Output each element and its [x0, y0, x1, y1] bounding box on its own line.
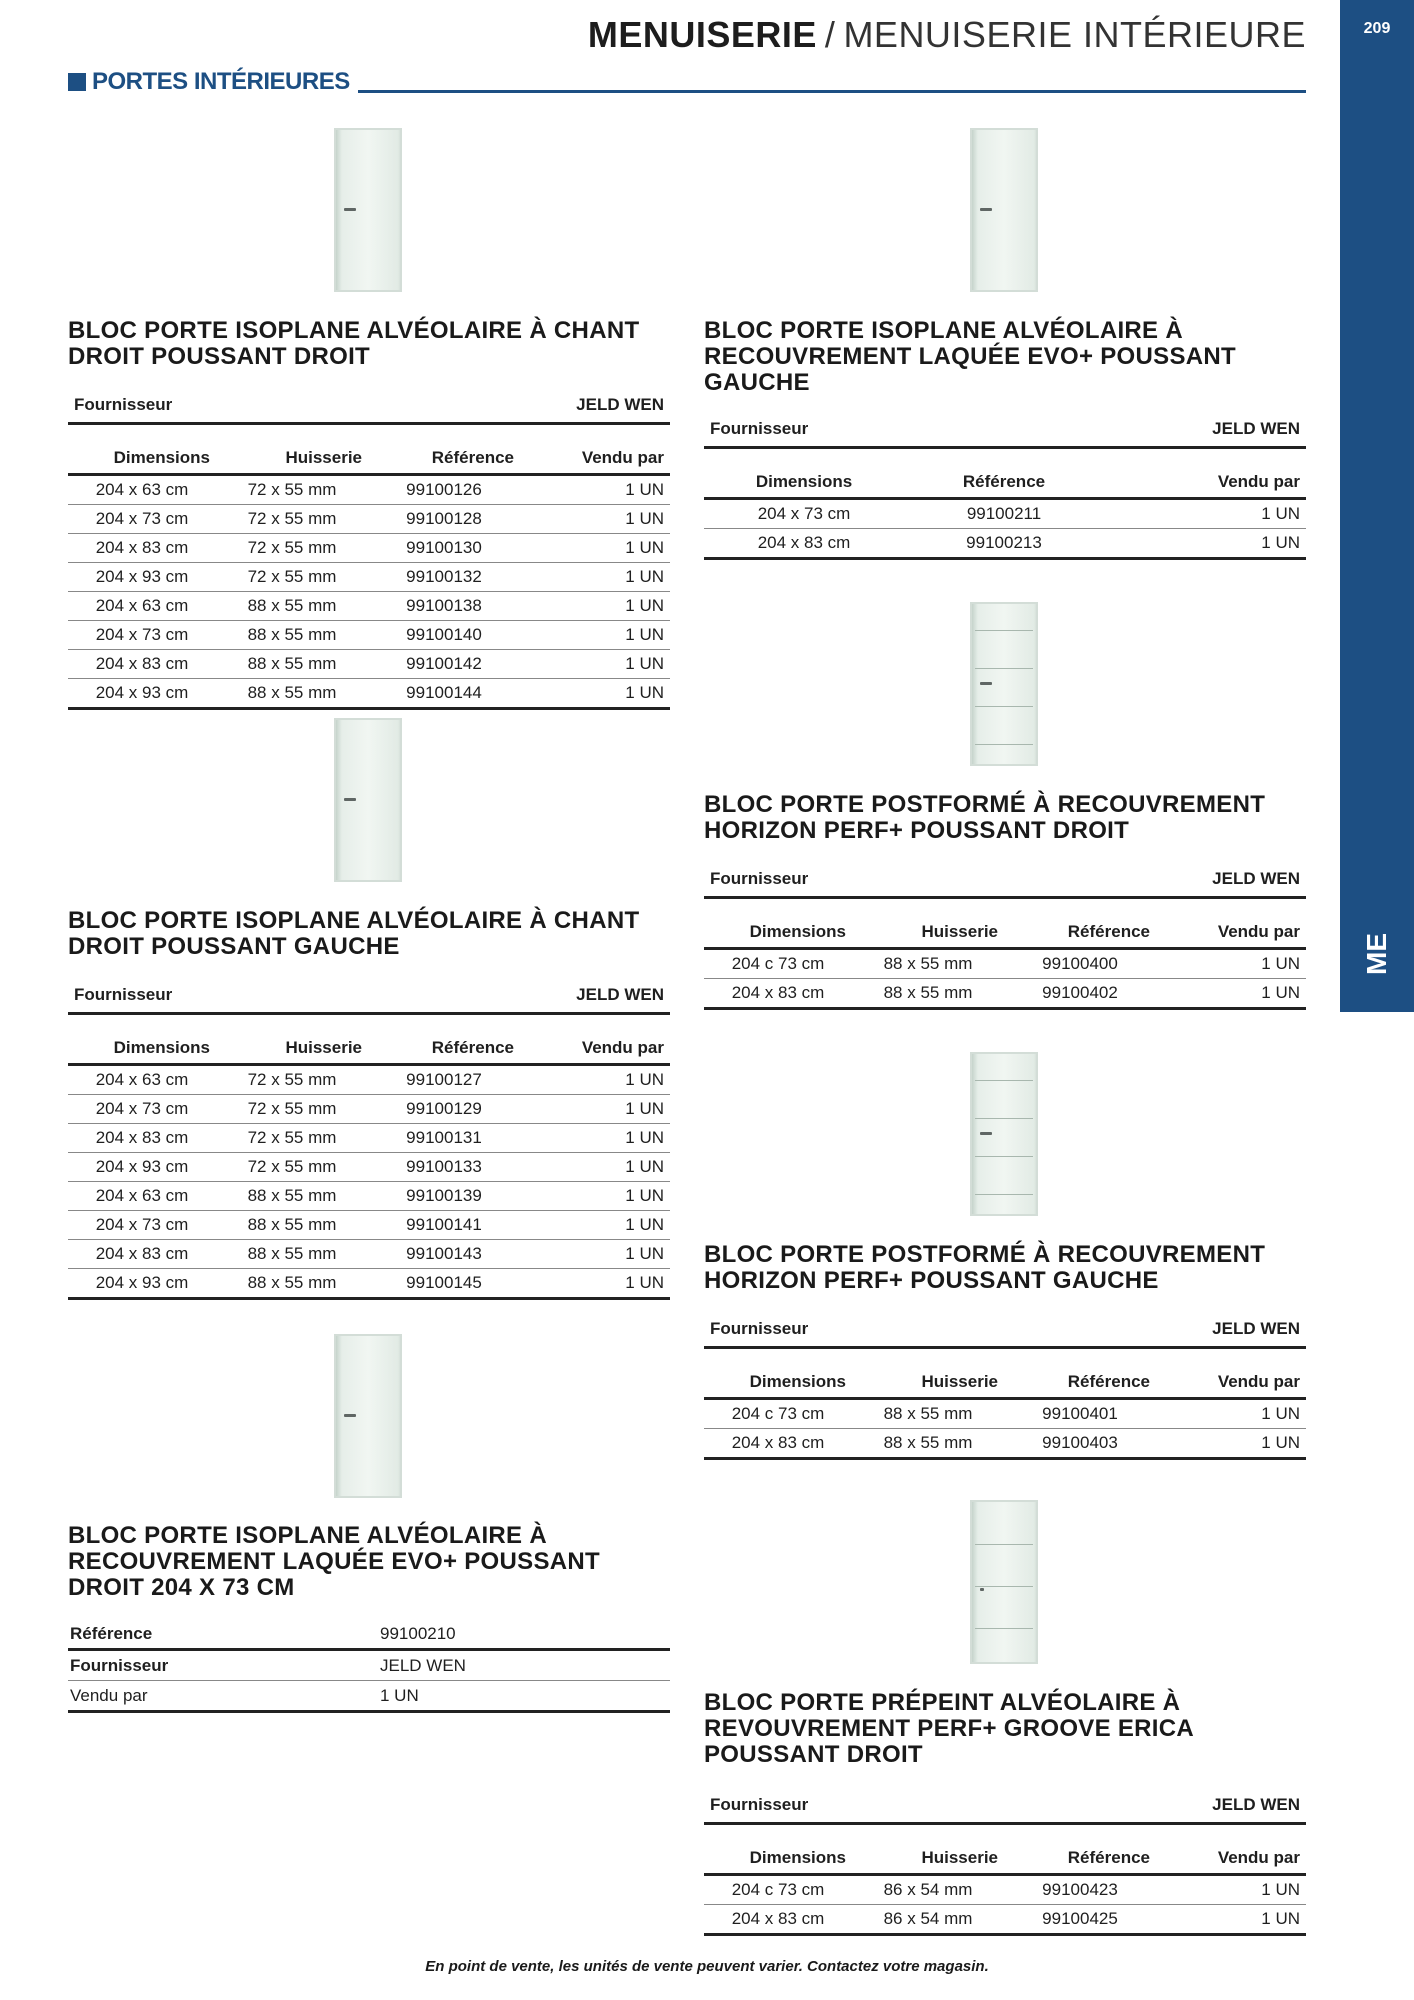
table-row: [68, 1065, 670, 1095]
cell-dimensions: 204 x 73 cm: [68, 1095, 216, 1124]
door-groove: [975, 630, 1033, 631]
cell-vendu: 1 UN: [520, 1153, 670, 1182]
table-row: [68, 1269, 670, 1299]
title-line: DROIT POUSSANT DROIT: [68, 343, 371, 370]
column-header: Huisserie: [852, 917, 1004, 949]
table-row: [68, 1240, 670, 1269]
cell-vendu: 1 UN: [520, 1211, 670, 1240]
cell-reference: 99100425: [1004, 1905, 1156, 1935]
side-tab: [1340, 0, 1414, 1012]
title-line: GAUCHE: [704, 369, 810, 396]
cell-vendu: 1 UN: [1156, 1429, 1306, 1459]
product-title-5: [704, 792, 1265, 844]
cell-huisserie: 88 x 55 mm: [216, 592, 368, 621]
cell-vendu: 1 UN: [1104, 529, 1306, 559]
table-row: [68, 1095, 670, 1124]
spec-value: 99100210: [378, 1619, 670, 1650]
table-row: [704, 1875, 1306, 1905]
cell-huisserie: 88 x 55 mm: [216, 1269, 368, 1299]
table-row: [68, 679, 670, 709]
door-handle-icon: [980, 1588, 984, 1591]
cell-dimensions: 204 x 63 cm: [68, 592, 216, 621]
door-image-3: [334, 1334, 402, 1498]
cell-vendu: 1 UN: [520, 592, 670, 621]
cell-vendu: 1 UN: [520, 475, 670, 505]
door-groove: [975, 744, 1033, 745]
door-handle-icon: [344, 1414, 356, 1417]
cell-reference: 99100128: [368, 505, 520, 534]
cell-huisserie: 72 x 55 mm: [216, 1153, 368, 1182]
cell-reference: 99100141: [368, 1211, 520, 1240]
cell-huisserie: 86 x 54 mm: [852, 1905, 1004, 1935]
door-handle-icon: [980, 208, 992, 211]
door-image-4: [970, 128, 1038, 292]
supplier-value: JELD WEN: [1104, 412, 1306, 448]
table-row: [68, 563, 670, 592]
product-title-7: [704, 1690, 1194, 1768]
cell-reference: 99100142: [368, 650, 520, 679]
supplier-label: Fournisseur: [704, 1312, 852, 1348]
cell-huisserie: 88 x 55 mm: [852, 1429, 1004, 1459]
header-sub: MENUISERIE INTÉRIEURE: [843, 14, 1306, 55]
title-line: BLOC PORTE PRÉPEINT ALVÉOLAIRE À: [704, 1689, 1181, 1716]
section-square-icon: [68, 73, 86, 91]
product-table-4: [704, 412, 1306, 560]
column-header: Dimensions: [704, 917, 852, 949]
column-header: Dimensions: [704, 1367, 852, 1399]
cell-reference: 99100403: [1004, 1429, 1156, 1459]
door-groove: [975, 1118, 1033, 1119]
door-handle-icon: [344, 798, 356, 801]
title-line: REVOUVREMENT PERF+ GROOVE ERICA: [704, 1715, 1195, 1742]
cell-dimensions: 204 x 83 cm: [68, 650, 216, 679]
product-title-6: [704, 1242, 1265, 1294]
supplier-value: JELD WEN: [520, 388, 670, 424]
product-table-1: [68, 388, 670, 710]
table-row: [68, 1182, 670, 1211]
column-header: Vendu par: [1156, 917, 1306, 949]
door-image-7: [970, 1500, 1038, 1664]
cell-dimensions: 204 x 73 cm: [68, 1211, 216, 1240]
column-header: Référence: [1004, 917, 1156, 949]
cell-reference: 99100138: [368, 592, 520, 621]
door-groove: [975, 1080, 1033, 1081]
door-groove: [975, 1586, 1033, 1587]
table-row: [704, 1429, 1306, 1459]
cell-huisserie: 86 x 54 mm: [852, 1875, 1004, 1905]
cell-reference: 99100401: [1004, 1399, 1156, 1429]
column-header: Vendu par: [1156, 1843, 1306, 1875]
table-row: [68, 505, 670, 534]
cell-vendu: 1 UN: [520, 650, 670, 679]
door-image-5: [970, 602, 1038, 766]
cell-dimensions: 204 x 83 cm: [704, 529, 904, 559]
cell-dimensions: 204 x 83 cm: [704, 1429, 852, 1459]
section-heading: [68, 68, 1306, 96]
supplier-label: Fournisseur: [704, 1788, 852, 1824]
door-handle-icon: [980, 682, 992, 685]
cell-dimensions: 204 x 73 cm: [704, 499, 904, 529]
column-header: Vendu par: [1104, 467, 1306, 499]
cell-vendu: 1 UN: [520, 534, 670, 563]
title-line: BLOC PORTE POSTFORMÉ À RECOUVREMENT: [704, 791, 1266, 818]
cell-vendu: 1 UN: [1156, 1399, 1306, 1429]
cell-dimensions: 204 x 83 cm: [68, 1124, 216, 1153]
section-divider: [358, 90, 1306, 93]
door-handle-icon: [344, 208, 356, 211]
cell-reference: 99100139: [368, 1182, 520, 1211]
column-header: Dimensions: [704, 1843, 852, 1875]
door-image-1: [334, 128, 402, 292]
supplier-label: Fournisseur: [704, 412, 904, 448]
supplier-label: Fournisseur: [704, 862, 852, 898]
door-handle-icon: [980, 1132, 992, 1135]
column-header: Référence: [368, 443, 520, 475]
cell-vendu: 1 UN: [520, 679, 670, 709]
product-table-7: [704, 1788, 1306, 1936]
column-header: Référence: [1004, 1843, 1156, 1875]
title-line: RECOUVREMENT LAQUÉE EVO+ POUSSANT: [704, 343, 1236, 370]
table-row: [704, 949, 1306, 979]
supplier-value: JELD WEN: [1156, 862, 1306, 898]
cell-huisserie: 72 x 55 mm: [216, 475, 368, 505]
cell-reference: 99100126: [368, 475, 520, 505]
cell-huisserie: 88 x 55 mm: [216, 621, 368, 650]
column-header: Référence: [1004, 1367, 1156, 1399]
cell-vendu: 1 UN: [520, 1182, 670, 1211]
table-row: [68, 592, 670, 621]
cell-huisserie: 72 x 55 mm: [216, 1065, 368, 1095]
cell-vendu: 1 UN: [520, 563, 670, 592]
table-row: [68, 650, 670, 679]
table-row: [68, 1153, 670, 1182]
table-row: [704, 499, 1306, 529]
cell-dimensions: 204 x 83 cm: [704, 979, 852, 1009]
table-row: [68, 621, 670, 650]
title-line: BLOC PORTE POSTFORMÉ À RECOUVREMENT: [704, 1241, 1266, 1268]
table-row: [704, 1399, 1306, 1429]
cell-huisserie: 72 x 55 mm: [216, 1095, 368, 1124]
cell-huisserie: 88 x 55 mm: [852, 979, 1004, 1009]
product-title-1: [68, 318, 639, 370]
cell-vendu: 1 UN: [1156, 949, 1306, 979]
cell-reference: 99100400: [1004, 949, 1156, 979]
cell-dimensions: 204 x 93 cm: [68, 679, 216, 709]
cell-vendu: 1 UN: [520, 1240, 670, 1269]
column-header: Vendu par: [520, 443, 670, 475]
column-header: Huisserie: [852, 1843, 1004, 1875]
cell-vendu: 1 UN: [1156, 1875, 1306, 1905]
cell-huisserie: 88 x 55 mm: [852, 949, 1004, 979]
cell-dimensions: 204 x 93 cm: [68, 1153, 216, 1182]
cell-dimensions: 204 x 63 cm: [68, 1065, 216, 1095]
cell-huisserie: 88 x 55 mm: [216, 1182, 368, 1211]
title-line: BLOC PORTE ISOPLANE ALVÉOLAIRE À CHANT: [68, 907, 640, 934]
cell-huisserie: 72 x 55 mm: [216, 505, 368, 534]
spec-key: Fournisseur: [68, 1650, 378, 1681]
spec-row: [68, 1681, 670, 1712]
cell-vendu: 1 UN: [520, 1065, 670, 1095]
supplier-value: JELD WEN: [1156, 1312, 1306, 1348]
product-title-2: [68, 908, 639, 960]
spec-key: Vendu par: [68, 1681, 378, 1712]
title-line: HORIZON PERF+ POUSSANT DROIT: [704, 817, 1130, 844]
page-number: 209: [1363, 20, 1391, 37]
cell-vendu: 1 UN: [520, 505, 670, 534]
column-header: Huisserie: [216, 1033, 368, 1065]
column-header: Dimensions: [68, 1033, 216, 1065]
cell-dimensions: 204 x 63 cm: [68, 475, 216, 505]
cell-reference: 99100131: [368, 1124, 520, 1153]
title-line: DROIT 204 X 73 CM: [68, 1574, 295, 1601]
cell-reference: 99100211: [904, 499, 1104, 529]
cell-reference: 99100213: [904, 529, 1104, 559]
supplier-label: Fournisseur: [68, 978, 216, 1014]
table-row: [68, 1211, 670, 1240]
cell-vendu: 1 UN: [1104, 499, 1306, 529]
table-row: [68, 534, 670, 563]
spec-value: 1 UN: [378, 1681, 670, 1712]
title-line: POUSSANT DROIT: [704, 1741, 923, 1768]
table-row: [68, 475, 670, 505]
cell-reference: 99100145: [368, 1269, 520, 1299]
product-table-6: [704, 1312, 1306, 1460]
product-title-4: [704, 318, 1236, 396]
cell-vendu: 1 UN: [520, 1124, 670, 1153]
supplier-value: JELD WEN: [520, 978, 670, 1014]
title-line: HORIZON PERF+ POUSSANT GAUCHE: [704, 1267, 1159, 1294]
column-header: Huisserie: [852, 1367, 1004, 1399]
door-groove: [975, 1628, 1033, 1629]
spec-row: [68, 1619, 670, 1650]
table-row: [704, 1905, 1306, 1935]
cell-dimensions: 204 x 93 cm: [68, 1269, 216, 1299]
cell-dimensions: 204 x 73 cm: [68, 621, 216, 650]
supplier-label: Fournisseur: [68, 388, 216, 424]
door-image-6: [970, 1052, 1038, 1216]
cell-dimensions: 204 c 73 cm: [704, 1875, 852, 1905]
spec-key: Référence: [68, 1619, 378, 1650]
cell-reference: 99100140: [368, 621, 520, 650]
table-row: [704, 529, 1306, 559]
column-header: Référence: [368, 1033, 520, 1065]
cell-reference: 99100127: [368, 1065, 520, 1095]
title-line: BLOC PORTE ISOPLANE ALVÉOLAIRE À: [704, 317, 1183, 344]
supplier-value: JELD WEN: [1156, 1788, 1306, 1824]
title-line: BLOC PORTE ISOPLANE ALVÉOLAIRE À CHANT: [68, 317, 640, 344]
title-line: BLOC PORTE ISOPLANE ALVÉOLAIRE À: [68, 1522, 547, 1549]
column-header: Huisserie: [216, 443, 368, 475]
door-image-2: [334, 718, 402, 882]
product-spec-3: [68, 1619, 670, 1713]
product-table-2: [68, 978, 670, 1300]
cell-reference: 99100143: [368, 1240, 520, 1269]
cell-dimensions: 204 x 83 cm: [704, 1905, 852, 1935]
cell-vendu: 1 UN: [520, 621, 670, 650]
door-groove: [975, 706, 1033, 707]
cell-vendu: 1 UN: [520, 1095, 670, 1124]
page-header: [588, 14, 1306, 56]
footer-note: En point de vente, les unités de vente peuvent varier. Contactez votre magasin.: [425, 1958, 989, 1975]
cell-dimensions: 204 x 73 cm: [68, 505, 216, 534]
cell-vendu: 1 UN: [1156, 979, 1306, 1009]
cell-dimensions: 204 x 83 cm: [68, 1240, 216, 1269]
cell-dimensions: 204 x 93 cm: [68, 563, 216, 592]
cell-huisserie: 88 x 55 mm: [216, 679, 368, 709]
product-table-5: [704, 862, 1306, 1010]
column-header: Référence: [904, 467, 1104, 499]
cell-huisserie: 88 x 55 mm: [216, 1240, 368, 1269]
spec-row: [68, 1650, 670, 1681]
door-groove: [975, 1156, 1033, 1157]
cell-reference: 99100129: [368, 1095, 520, 1124]
cell-reference: 99100402: [1004, 979, 1156, 1009]
cell-huisserie: 72 x 55 mm: [216, 1124, 368, 1153]
cell-reference: 99100133: [368, 1153, 520, 1182]
section-title: PORTES INTÉRIEURES: [92, 68, 354, 96]
cell-reference: 99100423: [1004, 1875, 1156, 1905]
table-row: [704, 979, 1306, 1009]
column-header: Vendu par: [1156, 1367, 1306, 1399]
cell-vendu: 1 UN: [520, 1269, 670, 1299]
cell-reference: 99100132: [368, 563, 520, 592]
header-separator: /: [824, 14, 836, 55]
column-header: Vendu par: [520, 1033, 670, 1065]
tab-label: ME: [1361, 933, 1392, 975]
cell-dimensions: 204 c 73 cm: [704, 1399, 852, 1429]
cell-dimensions: 204 c 73 cm: [704, 949, 852, 979]
door-groove: [975, 1194, 1033, 1195]
door-groove: [975, 1544, 1033, 1545]
cell-reference: 99100130: [368, 534, 520, 563]
cell-reference: 99100144: [368, 679, 520, 709]
cell-dimensions: 204 x 83 cm: [68, 534, 216, 563]
header-main: MENUISERIE: [587, 14, 817, 55]
door-groove: [975, 668, 1033, 669]
title-line: DROIT POUSSANT GAUCHE: [68, 933, 400, 960]
table-row: [68, 1124, 670, 1153]
cell-huisserie: 88 x 55 mm: [852, 1399, 1004, 1429]
column-header: Dimensions: [68, 443, 216, 475]
cell-huisserie: 88 x 55 mm: [216, 1211, 368, 1240]
cell-dimensions: 204 x 63 cm: [68, 1182, 216, 1211]
cell-huisserie: 72 x 55 mm: [216, 563, 368, 592]
title-line: RECOUVREMENT LAQUÉE EVO+ POUSSANT: [68, 1548, 600, 1575]
cell-huisserie: 88 x 55 mm: [216, 650, 368, 679]
product-title-3: [68, 1523, 600, 1601]
column-header: Dimensions: [704, 467, 904, 499]
cell-vendu: 1 UN: [1156, 1905, 1306, 1935]
spec-value: JELD WEN: [378, 1650, 670, 1681]
cell-huisserie: 72 x 55 mm: [216, 534, 368, 563]
